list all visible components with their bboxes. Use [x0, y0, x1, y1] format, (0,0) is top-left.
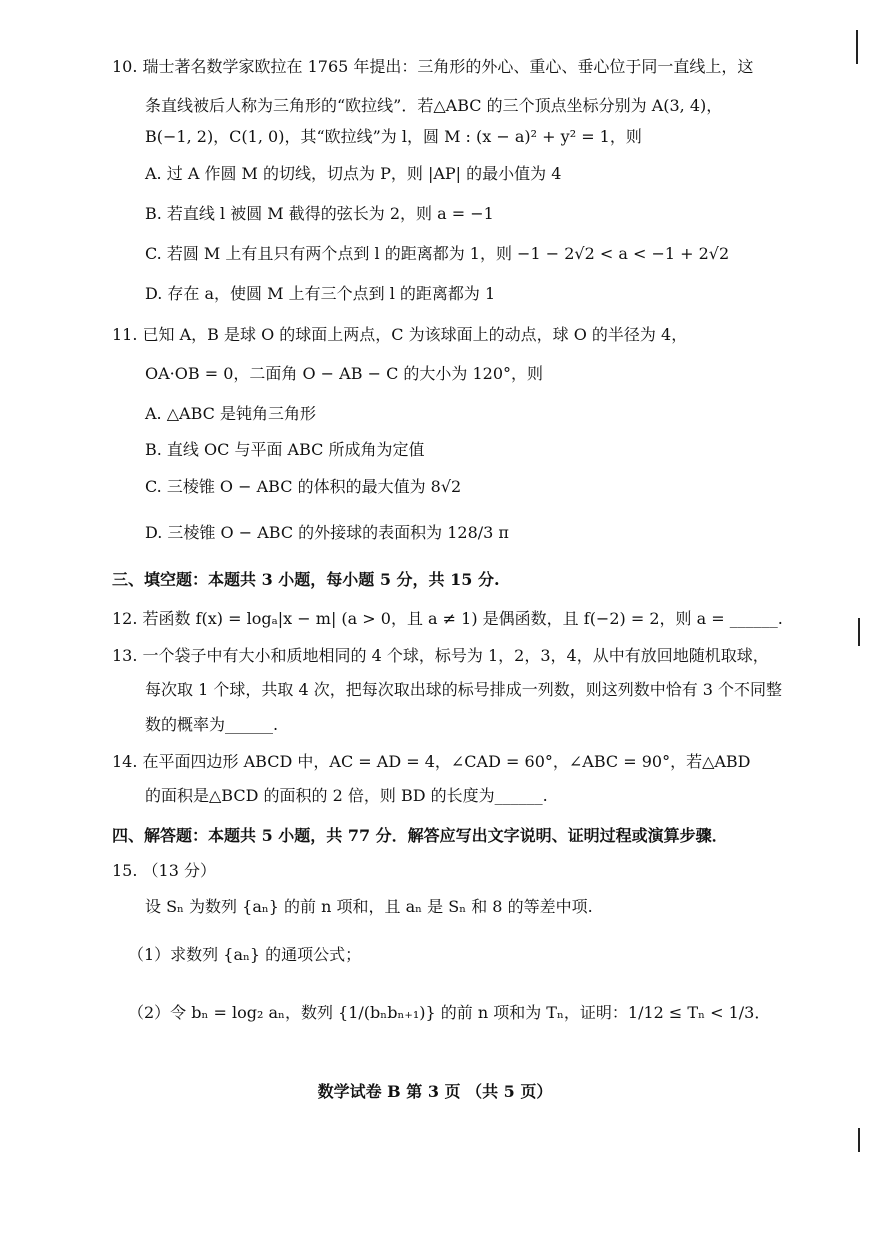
scan-edge-mark — [856, 30, 858, 64]
q11-option-c: C. 三棱锥 O − ABC 的体积的最大值为 8√2 — [145, 477, 462, 496]
q10-option-b: B. 若直线 l 被圆 M 截得的弦长为 2，则 a = −1 — [145, 204, 494, 223]
q13-line-3: 数的概率为______. — [145, 715, 279, 734]
section-3-heading: 三、填空题：本题共 3 小题，每小题 5 分，共 15 分. — [112, 570, 500, 589]
q10-option-c: C. 若圆 M 上有且只有两个点到 l 的距离都为 1，则 −1 − 2√2 < a < −1 + 2√2 — [145, 244, 730, 263]
q15-header: 15. （13 分） — [112, 861, 216, 880]
q14-line-2: 的面积是△BCD 的面积的 2 倍，则 BD 的长度为______. — [145, 786, 548, 805]
q10-option-a: A. 过 A 作圆 M 的切线，切点为 P，则 |AP| 的最小值为 4 — [145, 164, 562, 183]
q11-option-a: A. △ABC 是钝角三角形 — [145, 404, 316, 423]
q13-line-1: 13. 一个袋子中有大小和质地相同的 4 个球，标号为 1，2，3，4，从中有放回地随机取球， — [112, 646, 769, 665]
q11-line-1: 11. 已知 A，B 是球 O 的球面上两点，C 为该球面上的动点，球 O 的半径为 4， — [112, 325, 688, 344]
q10-line-2: 条直线被后人称为三角形的“欧拉线”．若△ABC 的三个顶点坐标分别为 A(3, 4)， — [145, 96, 723, 115]
q10-line-1: 10. 瑞士著名数学家欧拉在 1765 年提出：三角形的外心、重心、垂心位于同一直线上，这 — [112, 57, 754, 76]
q10-line-3: B(−1, 2)，C(1, 0)，其“欧拉线”为 l，圆 M : (x − a)² + y² = 1，则 — [145, 127, 642, 146]
q15-part-1: （1）求数列 {aₙ} 的通项公式； — [128, 945, 362, 964]
scan-edge-mark — [858, 1128, 860, 1152]
q12-line-1: 12. 若函数 f(x) = logₐ|x − m| (a > 0，且 a ≠ 1) 是偶函数，且 f(−2) = 2，则 a = ______. — [112, 609, 783, 628]
section-4-heading: 四、解答题：本题共 5 小题，共 77 分．解答应写出文字说明、证明过程或演算步骤． — [112, 826, 728, 845]
page-footer: 数学试卷 B 第 3 页 （共 5 页） — [317, 1082, 553, 1101]
q10-option-d: D. 存在 a，使圆 M 上有三个点到 l 的距离都为 1 — [145, 284, 496, 303]
q11-option-d: D. 三棱锥 O − ABC 的外接球的表面积为 128/3 π — [145, 523, 509, 542]
q11-option-b: B. 直线 OC 与平面 ABC 所成角为定值 — [145, 440, 425, 459]
q13-line-2: 每次取 1 个球，共取 4 次，把每次取出球的标号排成一列数，则这列数中恰有 3 个不同整 — [145, 680, 783, 699]
q14-line-1: 14. 在平面四边形 ABCD 中，AC = AD = 4，∠CAD = 60°，∠ABC = 90°，若△ABD — [112, 752, 751, 771]
scan-edge-mark — [858, 618, 860, 646]
q15-stem: 设 Sₙ 为数列 {aₙ} 的前 n 项和，且 aₙ 是 Sₙ 和 8 的等差中项. — [145, 897, 593, 916]
q11-line-2: OA·OB = 0，二面角 O − AB − C 的大小为 120°，则 — [145, 364, 544, 383]
q15-part-2: （2）令 bₙ = log₂ aₙ，数列 {1/(bₙbₙ₊₁)} 的前 n 项和为 Tₙ，证明：1/12 ≤ Tₙ < 1/3． — [128, 1003, 771, 1022]
